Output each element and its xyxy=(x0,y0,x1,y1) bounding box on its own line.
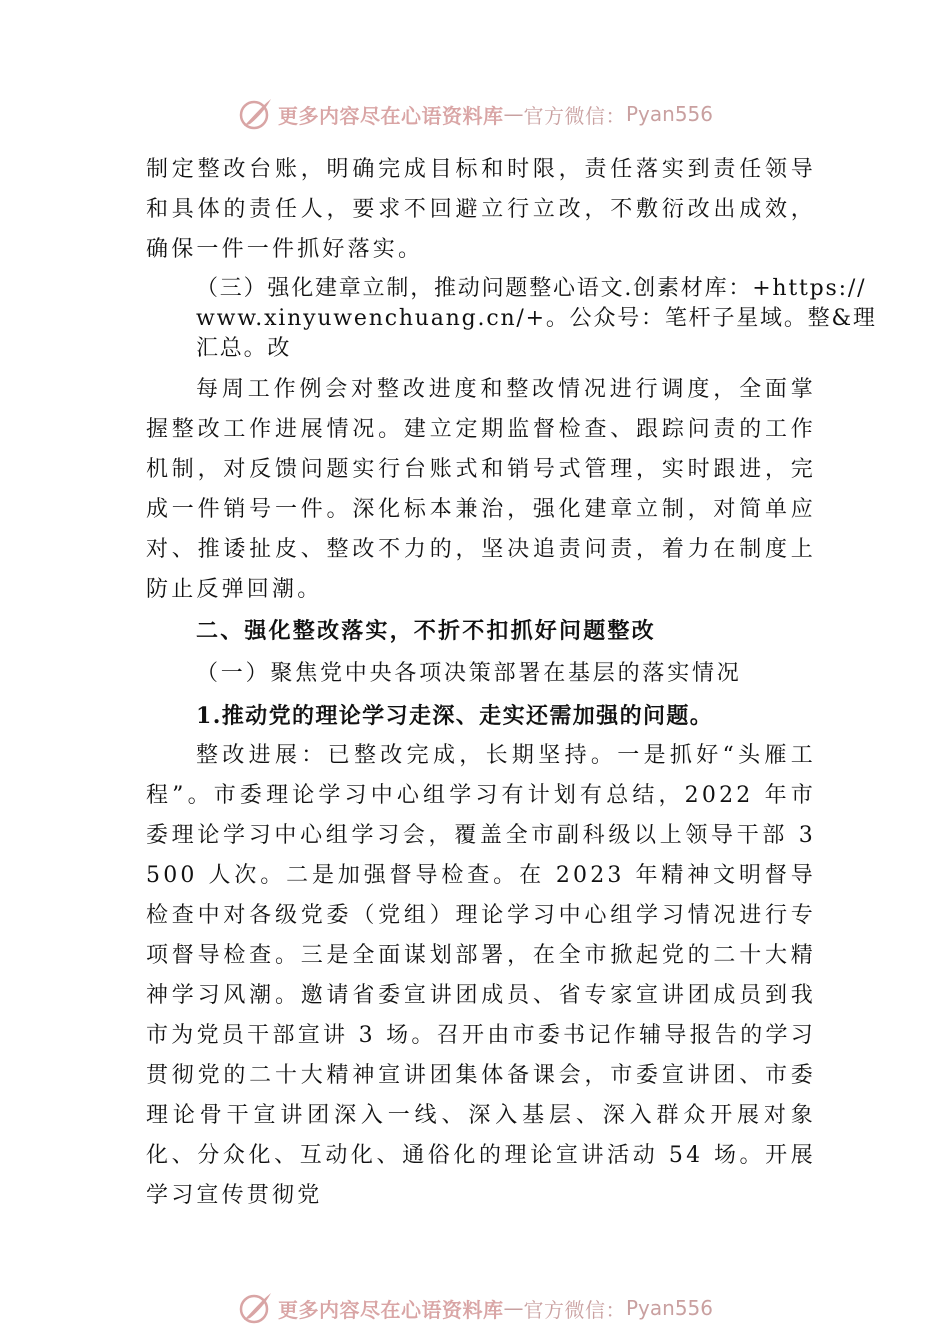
quill-logo-icon xyxy=(238,96,274,132)
banner-wechat-label: 官方微信： xyxy=(523,1297,626,1322)
quill-logo-icon xyxy=(238,1290,274,1326)
header-banner xyxy=(238,96,713,132)
paragraph-weekly-meeting: 每周工作例会对整改进度和整改情况进行调度，全面掌握整改工作进展情况。建立定期监督检查、跟踪问责的工作机制，对反馈问题实行台账式和销号式管理，实时跟进，完成一件销号一件。深化标本兼治，强化建章立制，对简单应对、推诿扯皮、整改不力的，坚决追责问责，着力在制度上防止反弹回潮。 xyxy=(146,377,816,602)
banner-separator: — xyxy=(503,102,524,126)
banner-main-text: 更多内容尽在心语资料库 xyxy=(278,1297,504,1322)
footer-banner xyxy=(238,1290,713,1326)
section-heading-two: 二、强化整改落实，不折不扣抓好问题整改 xyxy=(196,619,656,644)
section-item-three: （三）强化建章立制，推动问题整心语文.创素材库：+https://www.xinyuwenchuang.cn/+。公众号：笔杆子星域。整&理汇总。改 xyxy=(196,276,877,361)
document-body xyxy=(146,150,877,1216)
paragraph-continuation: 制定整改台账，明确完成目标和时限，责任落实到责任领导和具体的责任人，要求不回避立行立改，不敷衍改出成效， 确保一件一件抓好落实。 xyxy=(146,157,816,262)
banner-main-text: 更多内容尽在心语资料库 xyxy=(278,103,504,128)
paragraph-progress: 整改进展：已整改完成，长期坚持。一是抓好“头雁工程”。市委理论学习中心组学习有计划有总结，2022 年市委理论学习中心组学习会，覆盖全市副科级以上领导干部 3500 人次。二是加强督导检查。在 2023 年精神文明督导检查中对各级党委（党组）理论学习中心组学习情况进行专项督导检查。三是全面谋划部署，在全市掀起党的二十大精神学习风潮。邀请省委宣讲团成员、省专家宣讲团成员到我市为党员干部宣讲 3 场。召开由市委书记作辅导报告的学习贯彻党的二十大精神宣讲团集体备课会，市委宣讲团、市委理论骨干宣讲团深入一线、深入基层、深入群众开展对象化、分众化、互动化、通俗化的理论宣讲活动 54 场。开展学习宣传贯彻党 xyxy=(146,743,816,1208)
subsection-heading-one: （一）聚焦党中央各项决策部署在基层的落实情况 xyxy=(196,661,742,686)
banner-wechat-id: Pyan556 xyxy=(626,102,714,126)
banner-wechat-id: Pyan556 xyxy=(626,1296,714,1320)
banner-wechat-label: 官方微信： xyxy=(523,103,626,128)
banner-separator: — xyxy=(503,1296,524,1320)
item-heading-one: 1.推动党的理论学习走深、走实还需加强的问题。 xyxy=(196,703,714,729)
